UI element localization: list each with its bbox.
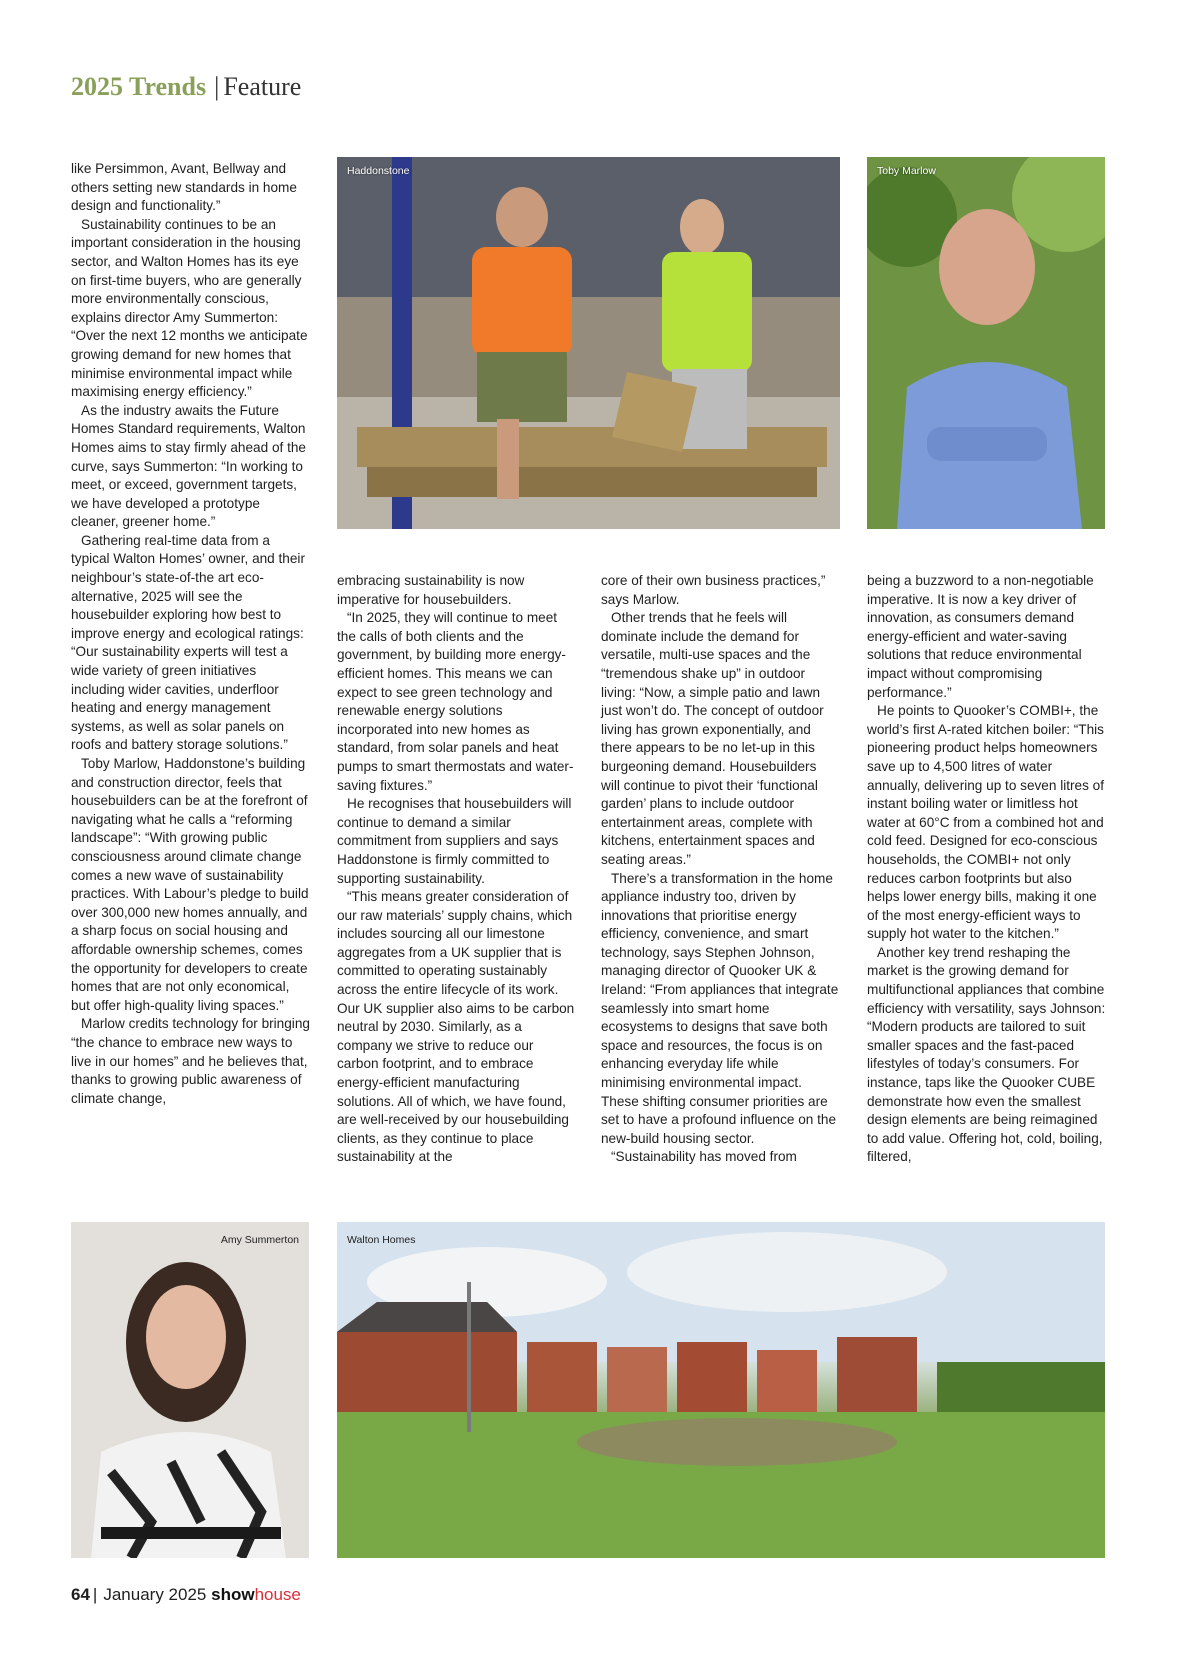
header-separator: | <box>214 72 220 101</box>
header-title: Feature <box>223 72 302 101</box>
section-label: 2025 Trends <box>71 72 207 101</box>
brand-house: house <box>254 1585 301 1604</box>
paragraph: being a buzzword to a non-negotiable imperative. It is now a key driver of innovation, as consumers demand energy-efficient and water-saving solutions that reduce environmental impact without compromising performance.” <box>867 573 1094 700</box>
brand-show: show <box>211 1585 255 1604</box>
photo-credit: Amy Summerton <box>220 1234 299 1246</box>
paragraph: There’s a transformation in the home appliance industry too, driven by innovations that prioritise energy efficiency, convenience, and smart technology, says Stephen Johnson, managing director of Quooker UK & Ireland: “From appliances that integrate seamlessly into smart home ecosystems to designs that save both space and resources, the focus is on enhancing everyday life while minimising environmental impact. These shifting consumer priorities are set to have a profound influence on the new-build housing sector. <box>601 870 839 1146</box>
photo-credit: Walton Homes <box>347 1234 416 1246</box>
paragraph: Other trends that he feels will dominate include the demand for versatile, multi-use spaces and the “tremendous shake up” in outdoor living: “Now, a simple patio and lawn just won’t do. The concept of outdoor living has grown exponentially, and there appears to be no let-up in this burgeoning demand. Housebuilders will continue to pivot their ‘functional garden’ plans to include outdoor entertainment areas, complete with kitchens, entertainment spaces and seating areas.” <box>601 610 824 867</box>
paragraph: Sustainability continues to be an important consideration in the housing sector, and Walton Homes has its eye on first-time buyers, who are generally more environmentally conscious, explains director Amy Summerton: “Over the next 12 months we anticipate growing demand for new homes that minimise environmental impact while maximising energy efficiency.” <box>71 216 308 400</box>
running-header <box>71 72 301 102</box>
text-column-2 <box>337 572 575 1167</box>
footer-separator: | <box>92 1585 98 1604</box>
paragraph: “Sustainability has moved from <box>611 1149 797 1165</box>
paragraph: “This means greater consideration of our raw materials’ supply chains, which includes sourcing all our limestone aggregates from a UK supplier that is committed to operating sustainably across the entire lifecycle of its work. Our UK supplier also aims to be carbon neutral by 2030. Similarly, as a company we strive to reduce our carbon footprint, and to embrace energy-efficient manufacturing solutions. All of which, we have found, are well-received by our housebuilding clients, as they continue to place sustainability at the <box>337 889 575 1165</box>
photo-credit: Haddonstone <box>347 165 410 177</box>
paragraph: “In 2025, they will continue to meet the calls of both clients and the government, by building more energy-efficient homes. This means we can expect to see green technology and renewable energy solutions incorporated into new homes as standard, from solar panels and heat pumps to smart thermostats and water-saving fixtures.” <box>337 610 574 793</box>
workers-illustration <box>337 157 840 529</box>
amy-summerton-portrait <box>71 1222 309 1558</box>
photo-credit: Toby Marlow <box>877 165 936 177</box>
toby-marlow-portrait <box>867 157 1105 529</box>
paragraph: core of their own business practices,” says Marlow. <box>601 573 826 607</box>
paragraph: like Persimmon, Avant, Bellway and others setting new standards in home design and functionality.” <box>71 161 297 214</box>
haddonstone-workers-photo <box>337 157 840 529</box>
paragraph: He points to Quooker’s COMBI+, the world’s first A-rated kitchen boiler: “This pioneering product helps homeowners save up to 4,500 litres of water annually, delivering up to seven litres of instant boiling water or limitless hot water at 60°C from a combined hot and cold feed. Designed for eco-conscious households, the COMBI+ not only reduces carbon footprints but also helps lower energy bills, making it one of the most energy-efficient ways to supply hot water to the kitchen.” <box>867 703 1105 942</box>
paragraph: Another key trend reshaping the market is the growing demand for multifunctional appliances that combine efficiency with versatility, says Johnson: “Modern products are tailored to suit smaller spaces and the fast-paced lifestyles of today’s consumers. For instance, taps like the Quooker CUBE demonstrate how even the smallest design elements are being reimagined to add value. Offering hot, cold, boiling, filtered, <box>867 944 1106 1165</box>
text-column-1 <box>71 160 311 1108</box>
paragraph: Gathering real-time data from a typical Walton Homes’ owner, and their neighbour’s state-of-the art eco-alternative, 2025 will see the housebuilder exploring how best to improve energy and ecological ratings: “Our sustainability experts will test a wide variety of green initiatives including wider cavities, underfloor heating and energy management systems, as well as solar panels on roofs and battery storage solutions.” <box>71 532 305 753</box>
walton-homes-development-photo <box>337 1222 1105 1558</box>
paragraph: embracing sustainability is now imperative for housebuilders. <box>337 573 525 607</box>
text-column-3 <box>601 572 839 1167</box>
portrait-illustration <box>867 157 1105 529</box>
text-column-4 <box>867 572 1107 1167</box>
page-number: 64 <box>71 1585 90 1604</box>
paragraph: Marlow credits technology for bringing “the chance to embrace new ways to live in our homes” and he believes that, thanks to growing public awareness of climate change, <box>71 1016 310 1106</box>
landscape-illustration <box>337 1222 1105 1558</box>
portrait-illustration <box>71 1222 309 1558</box>
issue-date: January 2025 <box>103 1585 207 1604</box>
page-footer <box>71 1585 301 1605</box>
magazine-brand <box>211 1585 301 1604</box>
paragraph: Toby Marlow, Haddonstone’s building and construction director, feels that housebuilders can be at the forefront of navigating what he calls a “reforming landscape”: “With growing public consciousness around climate change comes a new wave of sustainability practices. With Labour’s pledge to build over 300,000 new homes annually, and a sharp focus on social housing and affordable ownership schemes, comes the opportunity for developers to create homes that are not only economical, but offer high-quality living spaces.” <box>71 756 309 1013</box>
paragraph: He recognises that housebuilders will continue to demand a similar commitment from suppliers and says Haddonstone is firmly committed to supporting sustainability. <box>337 796 572 886</box>
paragraph: As the industry awaits the Future Homes Standard requirements, Walton Homes aims to stay firmly ahead of the curve, says Summerton: “In working to meet, or exceed, government targets, we have developed a prototype cleaner, greener home.” <box>71 402 306 530</box>
